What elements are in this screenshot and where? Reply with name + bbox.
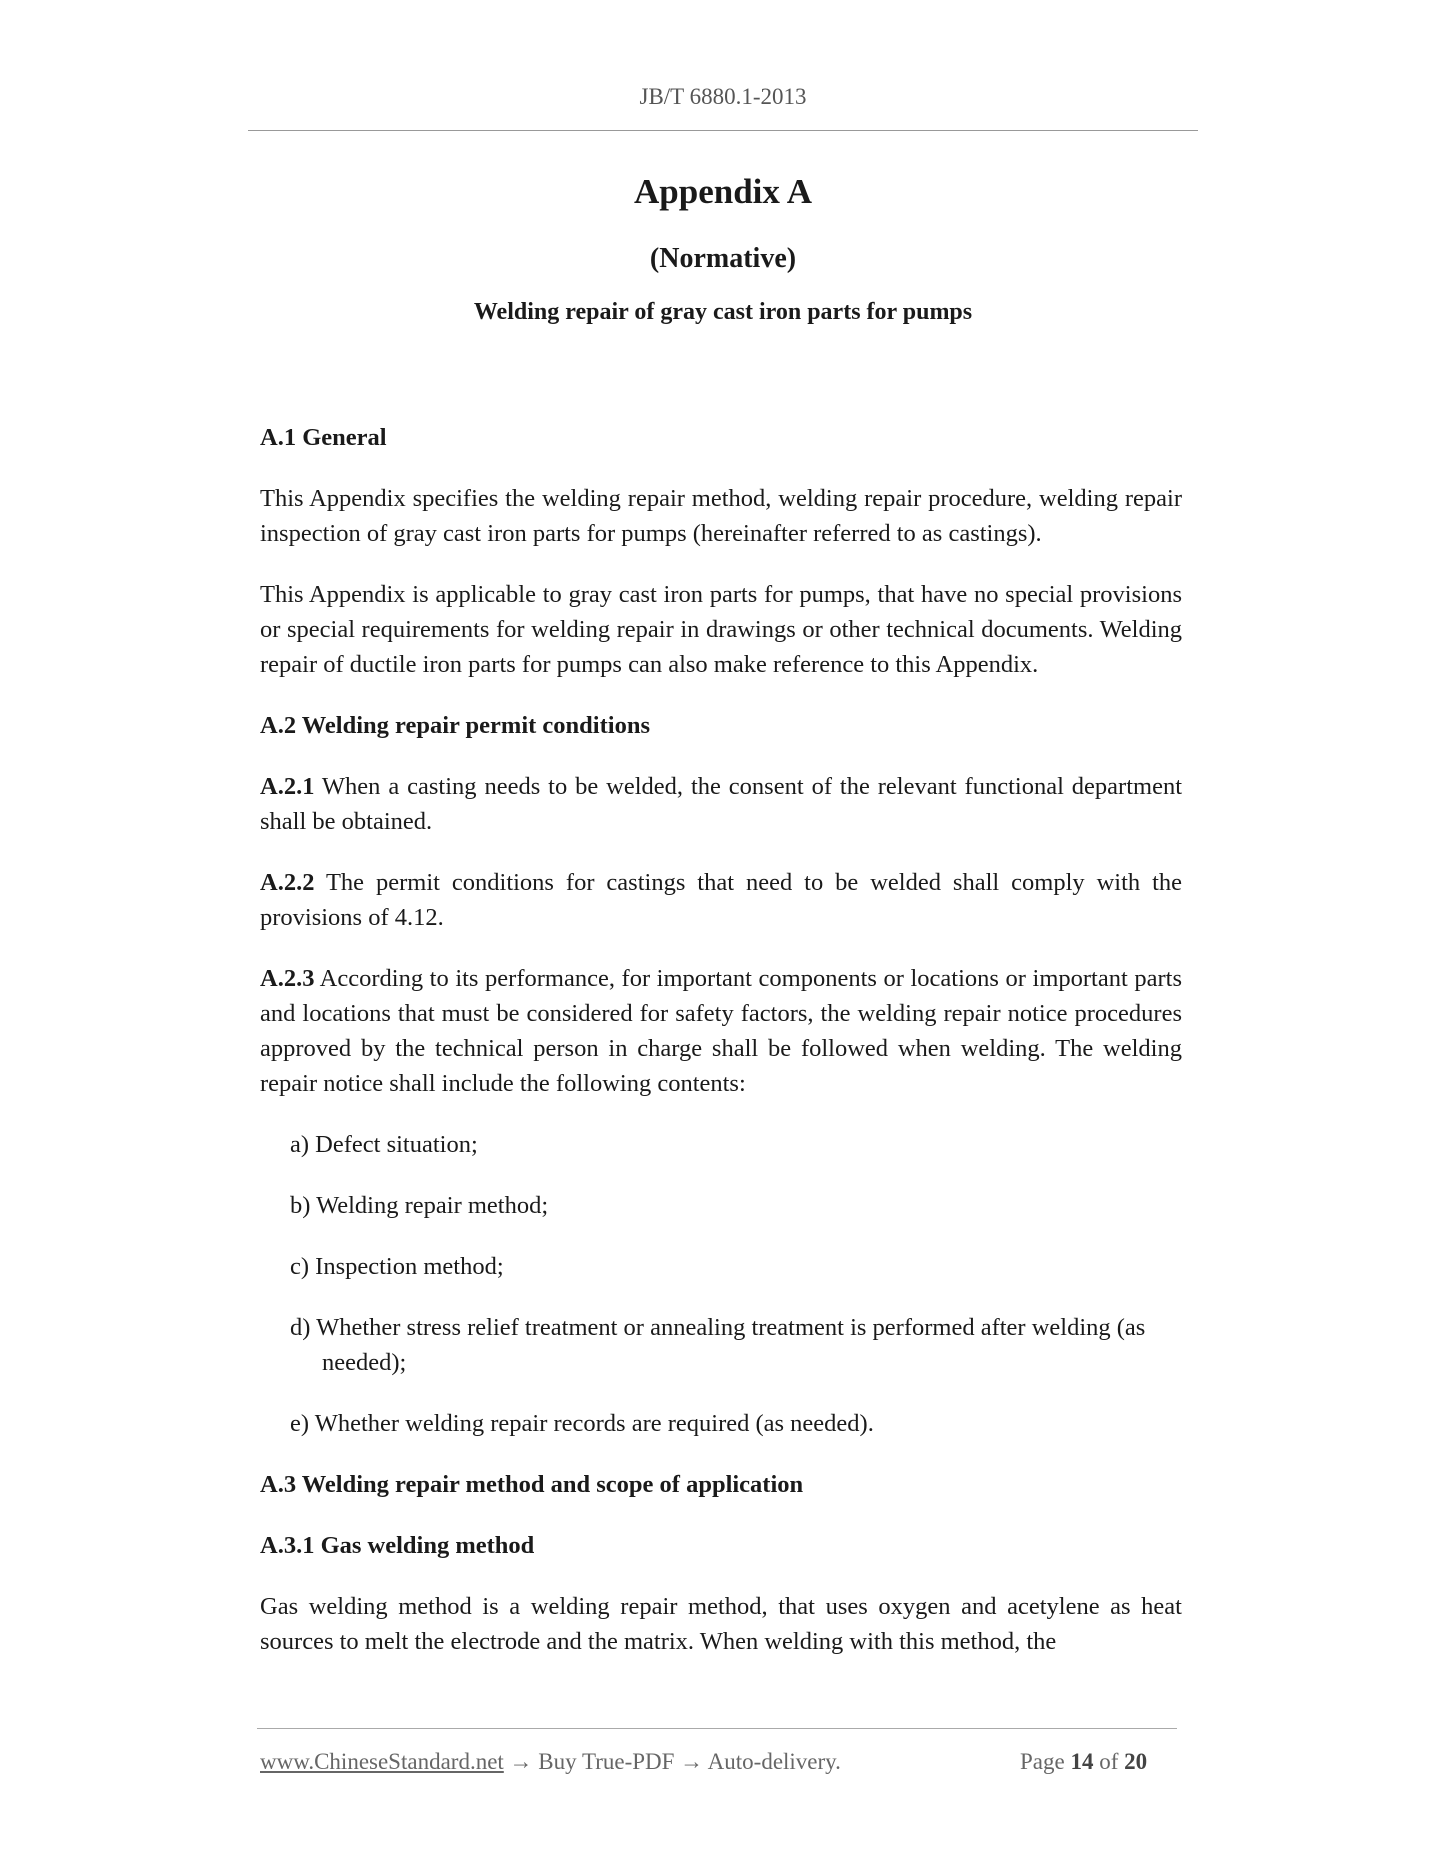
appendix-title: Appendix A [634,172,812,211]
section-heading-a31: A.3.1 Gas welding method [260,1532,535,1559]
page-indicator [1020,1749,1147,1775]
appendix-subject: Welding repair of gray cast iron parts for pumps [473,299,973,325]
list-item: e) Whether welding repair records are required (as needed). [290,1410,874,1437]
clause-number: A.2.1 [260,773,315,800]
page-total: 20 [1124,1749,1148,1774]
clause-a22 [260,865,1182,935]
footer-promo-text: → Buy True-PDF → Auto-delivery. [503,1749,841,1774]
clause-text: When a casting needs to be welded, the consent of the relevant functional department shall be obtained. [260,773,1182,835]
footer-rule [257,1728,1177,1729]
footer-promo [260,1749,841,1775]
site-link[interactable]: www.ChineseStandard.net [260,1749,504,1774]
list-item: c) Inspection method; [290,1253,504,1280]
appendix-type: (Normative) [649,243,797,274]
document-body [260,420,1182,1685]
clause-a21 [260,769,1182,839]
page-current: 14 [1070,1749,1094,1774]
clause-text: The permit conditions for castings that need to be welded shall comply with the provisions of 4.12. [260,869,1182,931]
clause-number: A.2.3 [260,965,315,992]
paragraph-a1-1: This Appendix specifies the welding repair method, welding repair procedure, welding repair inspection of gray cast iron parts for pumps (hereinafter referred to as castings). [260,485,1182,547]
paragraph-a1-2: This Appendix is applicable to gray cast iron parts for pumps, that have no special provisions or special requirements for welding repair in drawings or other technical documents. Welding repair of ductile iron parts for pumps can also make reference to this Appendix. [260,581,1182,678]
clause-number: A.2.2 [260,869,315,896]
section-heading-a1: A.1 General [260,424,387,451]
section-heading-a2: A.2 Welding repair permit conditions [260,712,650,739]
page-header-doc-code: JB/T 6880.1-2013 [639,84,807,109]
header-rule [248,130,1198,131]
paragraph-a31: Gas welding method is a welding repair method, that uses oxygen and acetylene as heat sources to melt the electrode and the matrix. When welding with this method, the [260,1593,1182,1655]
list-item: a) Defect situation; [290,1131,478,1158]
list-item: d) Whether stress relief treatment or annealing treatment is performed after welding (as needed); [290,1314,1146,1376]
list-item: b) Welding repair method; [290,1192,549,1219]
section-heading-a3: A.3 Welding repair method and scope of application [260,1471,804,1498]
page-label: Page [1020,1749,1071,1774]
clause-text: According to its performance, for important components or locations or important parts and locations that must be considered for safety factors, the welding repair notice procedures approved by the technical person in charge shall be followed when welding. The welding repair notice shall include the following contents: [260,965,1182,1097]
clause-a23 [260,961,1182,1101]
page-of: of [1093,1749,1125,1774]
